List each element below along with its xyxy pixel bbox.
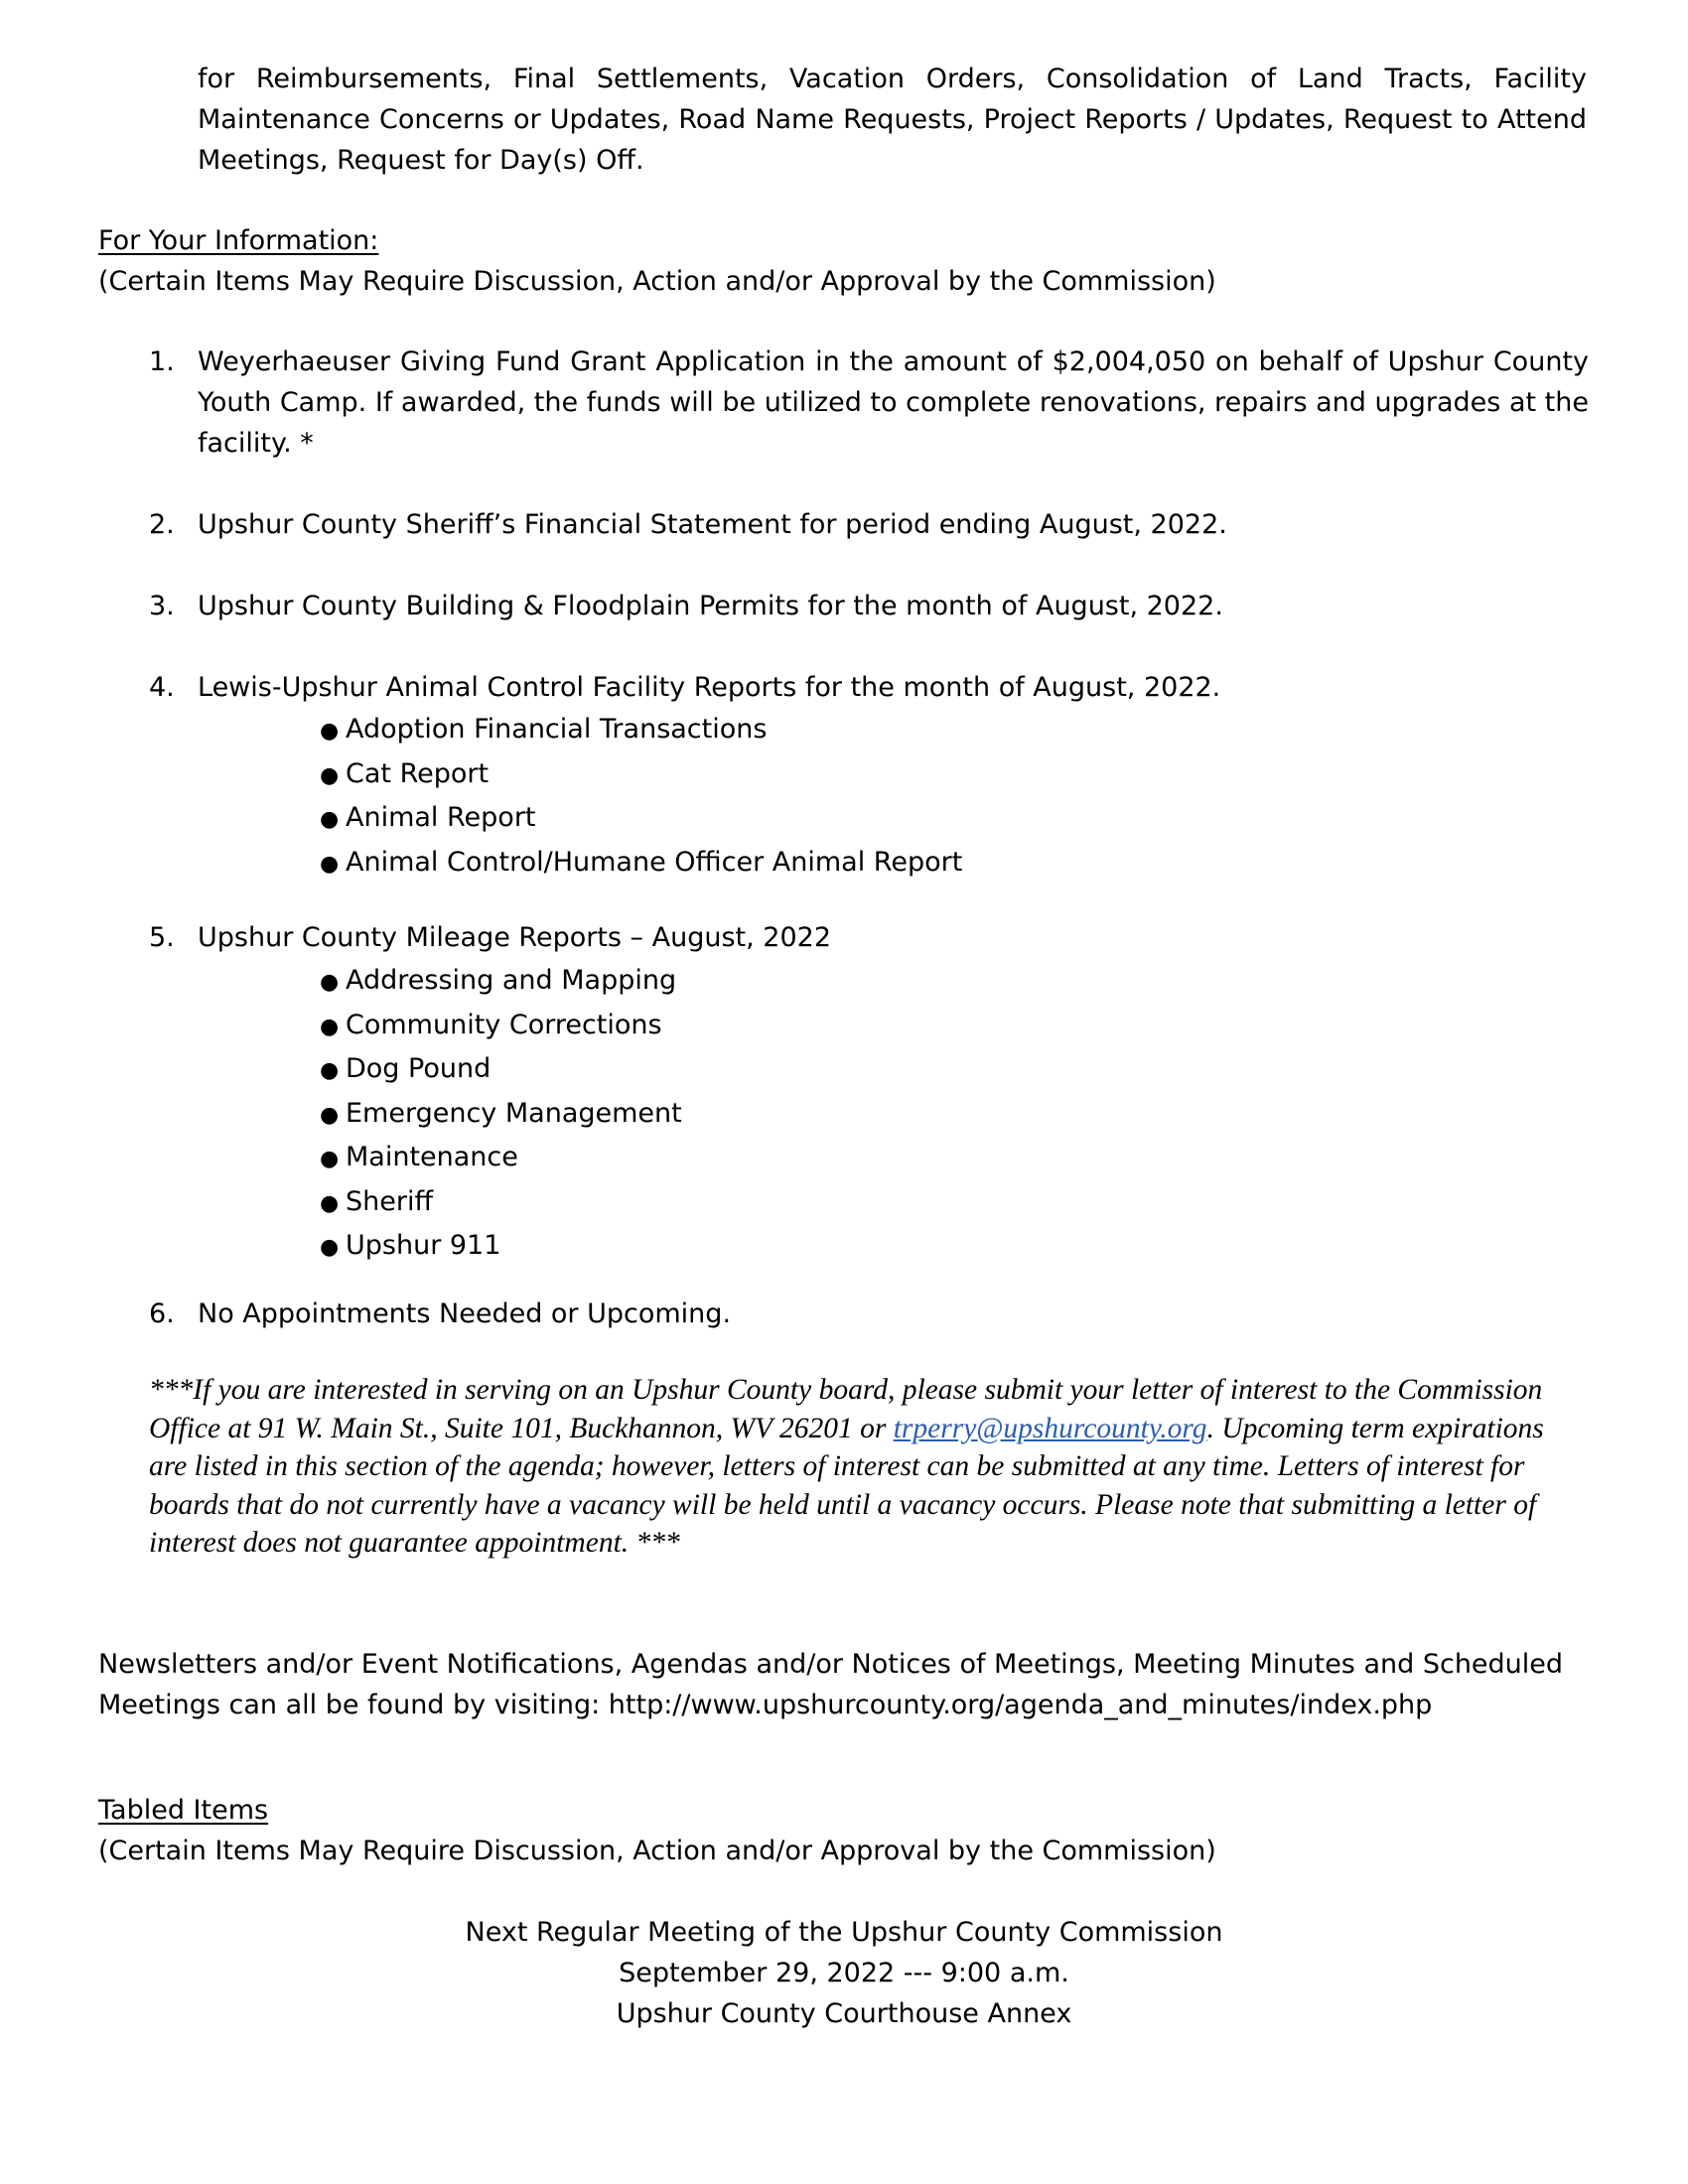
item-text: No Appointments Needed or Upcoming.	[198, 1298, 732, 1329]
list-item: ● Upshur 911	[320, 1225, 682, 1270]
fyi-heading: For Your Information:	[98, 225, 379, 256]
list-item: ● Emergency Management	[320, 1093, 682, 1138]
fyi-item-1	[149, 341, 1589, 464]
next-meeting-title: Next Regular Meeting of the Upshur County Commission	[465, 1917, 1223, 1948]
tabled-heading: Tabled Items	[98, 1795, 269, 1826]
item-number: 6.	[149, 1298, 175, 1329]
fyi-item-3	[149, 586, 1589, 626]
fyi-item-4	[149, 667, 1589, 708]
fyi-item-6	[149, 1294, 1589, 1334]
bullet-icon: ●	[320, 1014, 340, 1039]
list-item: ● Adoption Financial Transactions	[320, 709, 962, 753]
email-link[interactable]: trperry@upshurcounty.org	[893, 1412, 1207, 1444]
list-item: ● Addressing and Mapping	[320, 960, 682, 1005]
item-number: 5.	[149, 922, 175, 953]
item-text: Lewis-Upshur Animal Control Facility Reports for the month of August, 2022.	[198, 672, 1221, 703]
bullet-icon: ●	[320, 1235, 340, 1260]
list-item: ● Maintenance	[320, 1137, 682, 1181]
fyi-item-5	[149, 917, 1589, 958]
item-number: 4.	[149, 672, 175, 703]
board-interest-note: ***If you are interested in serving on an Upshur County board, please submit your letter of interest to the Commission Office at 91 W. Main St., Suite 101, Buckhannon, WV 26201 or trperry@upshurcounty.org. Upcoming term expirations are listed in this section of the agenda; however, letters of interest can be submitted at any time. Letters of interest for boards that do not currently have a vacancy will be held until a vacancy occurs. Please note that submitting a letter of interest does not guarantee appointment. ***	[149, 1374, 1544, 1560]
animal-control-reports-list	[320, 709, 962, 886]
item-text: Upshur County Sheriff’s Financial Statement for period ending August, 2022.	[198, 509, 1227, 540]
bullet-icon: ●	[320, 1190, 340, 1216]
list-item: ● Cat Report	[320, 753, 962, 798]
fyi-subheading: (Certain Items May Require Discussion, Action and/or Approval by the Commission)	[98, 266, 1216, 297]
bullet-icon: ●	[320, 1058, 340, 1083]
list-item: ● Sheriff	[320, 1181, 682, 1226]
bullet-icon: ●	[320, 1147, 340, 1171]
item-number: 2.	[149, 509, 175, 540]
fyi-item-2	[149, 504, 1589, 545]
next-meeting-location: Upshur County Courthouse Annex	[616, 1998, 1072, 2029]
item-text: Upshur County Building & Floodplain Permits for the month of August, 2022.	[198, 591, 1223, 621]
item-number: 3.	[149, 591, 175, 621]
continuation-paragraph: for Reimbursements, Final Settlements, Vacation Orders, Consolidation of Land Tracts, Facility Maintenance Concerns or Updates, Road Name Requests, Project Reports / Updates, Request to Attend Meetings, Request for Day(s) Off.	[198, 64, 1587, 176]
list-item: ● Animal Report	[320, 797, 962, 842]
item-number: 1.	[149, 346, 175, 377]
bullet-icon: ●	[320, 719, 340, 744]
tabled-subheading: (Certain Items May Require Discussion, Action and/or Approval by the Commission)	[98, 1836, 1216, 1866]
newsletter-paragraph: Newsletters and/or Event Notifications, Agendas and/or Notices of Meetings, Meeting Minutes and Scheduled Meetings can all be found by visiting: http://www.upshurcounty.org/agenda_and_minutes/index.php	[98, 1649, 1564, 1720]
bullet-icon: ●	[320, 807, 340, 832]
list-item: ● Community Corrections	[320, 1005, 682, 1049]
bullet-icon: ●	[320, 970, 340, 995]
bullet-icon: ●	[320, 1102, 340, 1128]
list-item: ● Animal Control/Humane Officer Animal Report	[320, 842, 962, 887]
list-item: ● Dog Pound	[320, 1048, 682, 1093]
bullet-icon: ●	[320, 762, 340, 788]
item-text: Weyerhaeuser Giving Fund Grant Application in the amount of $2,004,050 on behalf of Upshur County Youth Camp. If awarded, the funds will be utilized to complete renovations, repairs and upgrades at the facility. *	[198, 346, 1589, 459]
bullet-icon: ●	[320, 851, 340, 877]
mileage-reports-list	[320, 960, 682, 1270]
next-meeting-date: September 29, 2022 --- 9:00 a.m.	[619, 1958, 1069, 1988]
item-text: Upshur County Mileage Reports – August, 2022	[198, 922, 832, 953]
